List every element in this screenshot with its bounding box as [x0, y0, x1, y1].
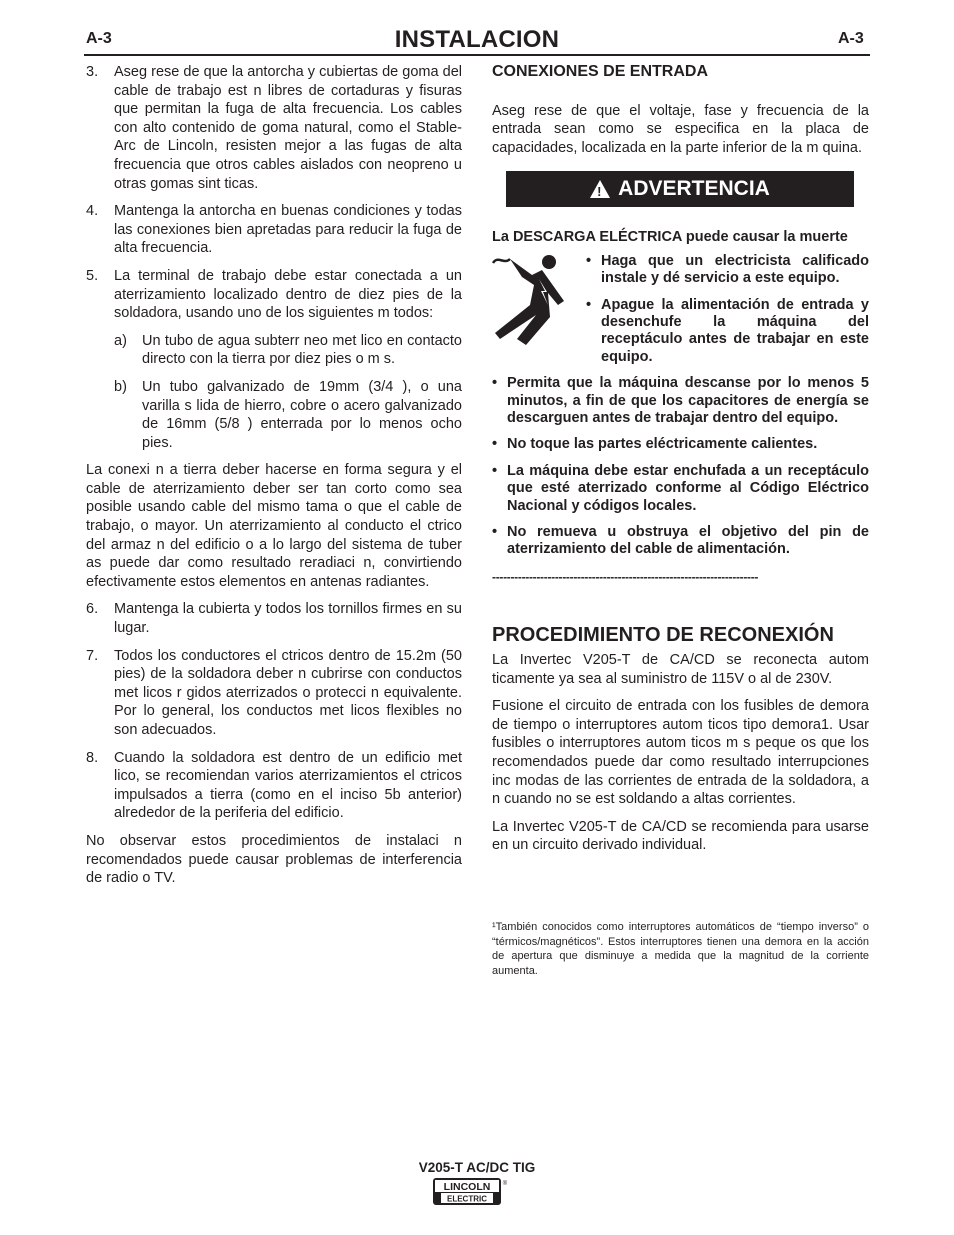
footnote: ¹También conocidos como interruptores automáticos de “tiempo inverso” o “térmicos/magnéticos”. Estos interruptores tienen una demora en la acción de apertura que disminuye a medida que la magnitud de la corriente aumenta. [492, 921, 869, 977]
page-code-right: A-3 [838, 30, 864, 47]
item-text: Aseg rese de que la antorcha y cubiertas de goma del cable de trabajo est n libres de cortaduras y fisuras que permitan la fuga de alta frecuencia. Los cables con alto contenido de goma natural, como el Stable-Arc de Lincoln, resisten mejor a las fugas de alta frecuencia que otros cables aislados con neopreno u otras gomas sint ticas. [114, 64, 462, 192]
dashed-divider: ------------------------------------------------------------------------ [492, 569, 759, 584]
reconnection-paragraph: La Invertec V205-T de CA/CD se recomienda para usarse en un circuito derivado individual. [492, 818, 869, 854]
item-number: 3. [86, 64, 99, 80]
list-item [86, 202, 462, 258]
left-column [86, 63, 462, 897]
item-text: Mantenga la antorcha en buenas condiciones y todas las conexiones bien apretadas para reducir la fuga de alta frecuencia. [114, 203, 462, 257]
sub-item-text: Un tubo galvanizado de 19mm (3/4 ), o una varilla s lida de hierro, cobre o acero galvanizado de 16mm (5/8 ) enterrada por lo menos ocho pies. [142, 378, 462, 451]
sub-item [114, 332, 462, 369]
warning-triangle-icon: ! [590, 180, 610, 198]
list-item [86, 63, 462, 193]
warning-bullet: • No toque las partes eléctricamente calientes. [492, 436, 818, 453]
lincoln-electric-logo [433, 1178, 509, 1205]
electric-shock-icon [492, 253, 584, 345]
shock-bullet: • Haga que un electricista calificado instale y dé servicio a este equipo. [586, 252, 869, 287]
shock-title: La DESCARGA ELÉCTRICA puede causar la muerte [492, 229, 848, 246]
svg-text:®: ® [502, 1181, 508, 1187]
list-item [86, 749, 462, 823]
sub-item-letter: a) [114, 332, 127, 349]
bullet-icon: • [586, 252, 592, 269]
bullet-icon: • [492, 436, 498, 453]
item-number: 5. [86, 267, 99, 284]
page-code-left: A-3 [86, 30, 112, 47]
item-text: La terminal de trabajo debe estar conectada a un aterrizamiento localizado dentro de diez pies de la soldadora, usando uno de los siguientes m todos: [114, 267, 462, 322]
item-text: Cuando la soldadora est dentro de un edificio met lico, se recomiendan varios aterrizamientos el ctricos impulsados a tierra (como en el inciso 5b anterior) alrededor de la periferia del edificio. [114, 749, 462, 822]
reconnection-paragraph: La Invertec V205-T de CA/CD se reconecta autom ticamente ya sea al suministro de 115V o al de 230V. [492, 652, 869, 687]
sub-item-letter: b) [114, 378, 127, 395]
warning-bullet: • No remueva u obstruya el objetivo del pin de aterrizamiento del cable de alimentación. [492, 524, 869, 558]
bullet-icon: • [586, 296, 592, 313]
svg-text:LINCOLN: LINCOLN [443, 1181, 491, 1193]
sub-item-text: Un tubo de agua subterr neo met lico en contacto directo con la tierra por diez pies o m s. [142, 332, 462, 368]
shock-bullet: • Apague la alimentación de entrada y desenchufe la máquina del receptáculo antes de trabajar en este equipo. [586, 296, 869, 365]
warning-bullet: • Permita que la máquina descanse por lo menos 5 minutos, a fin de que los capacitores de energía se descarguen antes de trabajar dentro del equipo. [492, 375, 869, 427]
item-text: Todos los conductores el ctricos dentro de 15.2m (50 pies) de la soldadora deber n cubrirse con conductos met licos r gidos aterrizados o protecci n equivalente. Por lo general, los conductos met licos flexibles no son adecuados. [114, 647, 462, 738]
svg-text:ELECTRIC: ELECTRIC [447, 1194, 487, 1204]
item-number: 6. [86, 601, 99, 618]
reconnection-heading: PROCEDIMIENTO DE RECONEXIÓN [492, 624, 834, 647]
right-column [492, 63, 869, 978]
bullet-icon: • [492, 375, 498, 392]
sub-item [114, 378, 462, 452]
reconnection-paragraph: Fusione el circuito de entrada con los fusibles de demora de tiempo o interruptores autom ticos tipo demora1. Usar fusibles o interruptores autom ticos m s peque os que los recomendados puede dar como resultado interrupciones inc modas de las corrientes de entrada de la soldadora, a n cuando no se est soldando a altas corrientes. [492, 698, 869, 808]
page-title: INSTALACION [394, 26, 560, 53]
header-rule [84, 54, 870, 56]
warning-label: ADVERTENCIA [618, 177, 770, 201]
list-item [86, 600, 462, 637]
item-text: Mantenga la cubierta y todos los tornillos firmes en su lugar. [114, 601, 462, 637]
grounding-paragraph: La conexi n a tierra deber hacerse en forma segura y el cable de aterrizamiento deber ser tan corto como sea posible usando cable del mismo tama o que el cable de trabajo, o mayor. Un aterrizamiento al conducto el ctrico del armaz n del edificio o a lo largo del sistema de tuber as puede dar como resultado reradiaci n, convirtiendo efectivamente estos elementos en antenas radiantes. [86, 462, 462, 590]
warning-bullet: • La máquina debe estar enchufada a un receptáculo que esté aterrizado conforme al Código Eléctrico Nacional y códigos locales. [492, 462, 869, 514]
item-number: 7. [86, 647, 99, 664]
input-connections-text: Aseg rese de que el voltaje, fase y frecuencia de la entrada sean como se especifica en la placa de capacidades, localizada en la parte inferior de la m quina. [492, 102, 869, 156]
shock-block [492, 253, 869, 375]
interference-paragraph: No observar estos procedimientos de instalaci n recomendados puede causar problemas de interferencia de radio o TV. [86, 832, 462, 887]
list-item [86, 267, 462, 323]
bullet-icon: • [492, 462, 498, 479]
input-connections-heading: CONEXIONES DE ENTRADA [492, 63, 709, 80]
item-number: 8. [86, 749, 99, 766]
warning-banner [506, 171, 854, 207]
footer-model: V205-T AC/DC TIG [418, 1160, 536, 1175]
item-number: 4. [86, 203, 99, 220]
list-item [86, 647, 462, 740]
bullet-icon: • [492, 524, 498, 541]
